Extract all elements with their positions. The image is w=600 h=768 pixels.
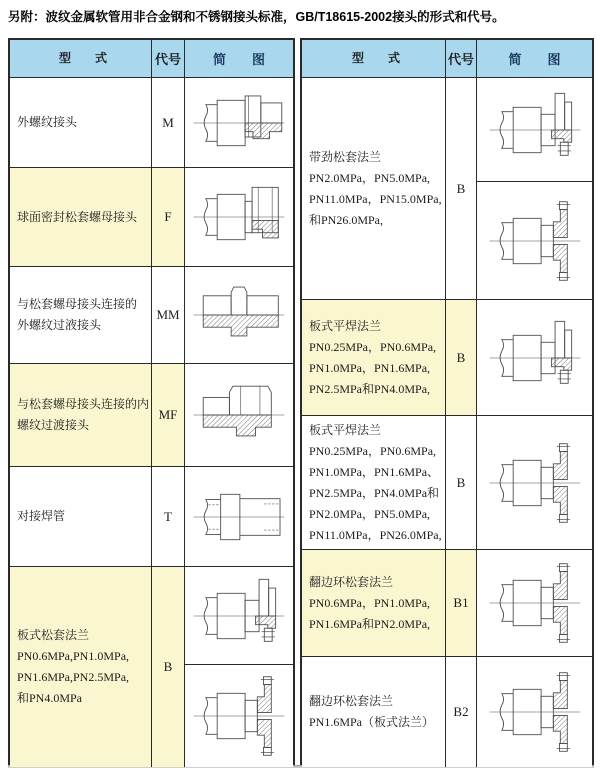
table-row [302, 78, 592, 300]
code-cell: B [152, 567, 185, 767]
fitting-table-right [300, 38, 594, 765]
diagram-cell [185, 78, 293, 168]
tables-container [0, 38, 600, 765]
type-text: 和PN4.0MPa [17, 691, 83, 705]
type-text: 带劲松套法兰 [309, 149, 382, 164]
type-text: 板式平焊法兰 [309, 422, 382, 437]
diagram-cell [477, 78, 592, 300]
table-row [10, 467, 293, 567]
type-text: PN11.0MPa，PN26.0MPa, [309, 527, 442, 542]
type-text: PN1.6MPa和PN2.0MPa, [309, 616, 431, 631]
type-text: 与松套螺母接头连接的 [17, 297, 138, 311]
type-text: 翻边环松套法兰 [309, 694, 394, 708]
diagram-cell [477, 300, 592, 416]
type-text: 对接焊管 [17, 509, 66, 523]
type-text: 外螺纹接头 [17, 115, 78, 129]
type-text: 板式平焊法兰 [309, 318, 382, 333]
type-text: 和PN26.0MPa, [309, 212, 384, 227]
column-header-type: 型 式 [302, 40, 446, 78]
plate-loose-flange-diagram [477, 300, 592, 415]
type-cell [10, 467, 152, 567]
column-header-code: 代号 [446, 40, 477, 78]
code-cell: MM [152, 267, 185, 364]
code-cell: B1 [446, 550, 477, 657]
type-text: PN0.25MPa，PN0.6MPa, [309, 339, 437, 354]
loose-flange-section-diagram [477, 182, 592, 300]
diagram-cell [185, 567, 293, 767]
type-cell [302, 78, 446, 300]
butt-weld-pipe-diagram [185, 467, 293, 566]
table-row [10, 364, 293, 467]
female-adapter-nipple-diagram [185, 364, 293, 466]
code-cell: F [152, 168, 185, 267]
type-text: PN2.0MPa，PN5.0MPa, [309, 506, 431, 521]
type-text: PN1.0MPa，PN1.6MPa, [309, 360, 431, 375]
table-row [302, 416, 592, 550]
type-text: 与松套螺母接头连接的内 [17, 397, 150, 411]
table-row [302, 550, 592, 657]
page-caption: 另附：波纹金属软管用非合金钢和不锈钢接头标准，GB/T18615-2002接头的形式和代号。 [8, 10, 505, 24]
code-cell: B [446, 78, 477, 300]
code-cell: B2 [446, 657, 477, 767]
fitting-table-left [8, 38, 295, 765]
code-cell: M [152, 78, 185, 168]
diagram-cell [477, 550, 592, 657]
type-cell [302, 657, 446, 767]
type-cell [302, 550, 446, 657]
loose-flange-section-diagram [477, 657, 592, 767]
male-thread-fitting-diagram [185, 78, 293, 167]
diagram-cell [477, 657, 592, 767]
column-header-code: 代号 [152, 40, 185, 78]
type-text: PN0.25MPa，PN0.6MPa, [309, 443, 437, 458]
code-cell: B [446, 300, 477, 416]
column-header-type: 型 式 [10, 40, 152, 78]
type-text: 球面密封松套螺母接头 [17, 209, 138, 224]
type-cell [10, 267, 152, 364]
type-text: PN1.0MPa，PN1.6MPa、 [309, 464, 440, 479]
code-cell: T [152, 467, 185, 567]
plate-loose-flange-diagram [185, 567, 293, 665]
type-text: 翻边环松套法兰 [309, 574, 394, 589]
spherical-union-nut-fitting-diagram [185, 168, 293, 266]
diagram-cell [185, 364, 293, 467]
code-cell: MF [152, 364, 185, 467]
type-text: 外螺纹过液接头 [17, 318, 102, 332]
diagram-cell [185, 467, 293, 567]
plate-loose-flange-diagram [477, 78, 592, 182]
type-text: 板式松套法兰 [17, 628, 90, 642]
male-adapter-nipple-diagram [185, 267, 293, 363]
type-text: PN1.6MPa,PN2.5MPa, [17, 670, 130, 684]
type-cell [302, 416, 446, 550]
type-cell [10, 168, 152, 267]
type-text: PN11.0MPa，PN15.0MPa, [309, 191, 442, 206]
table-row [10, 168, 293, 267]
type-cell [10, 78, 152, 168]
type-cell [10, 364, 152, 467]
type-text: PN1.6MPa（板式法兰） [309, 715, 435, 729]
type-text: PN0.6MPa，PN1.0MPa, [309, 595, 431, 610]
type-text: PN2.0MPa，PN5.0MPa, [309, 170, 431, 185]
table-row [302, 657, 592, 767]
type-cell [302, 300, 446, 416]
type-cell [10, 567, 152, 767]
loose-flange-section-diagram [477, 416, 592, 549]
type-text: PN2.5MPa，PN4.0MPa和 [309, 485, 440, 500]
column-header-diagram: 简 图 [477, 40, 592, 78]
column-header-diagram: 简 图 [185, 40, 293, 78]
table-row [10, 267, 293, 364]
code-cell: B [446, 416, 477, 550]
type-text: PN0.6MPa,PN1.0MPa, [17, 649, 130, 663]
table-row [302, 300, 592, 416]
type-text: 螺纹过渡接头 [17, 418, 90, 432]
diagram-cell [185, 267, 293, 364]
diagram-cell [477, 416, 592, 550]
table-row [10, 78, 293, 168]
loose-flange-section-diagram [477, 550, 592, 656]
table-row [10, 567, 293, 767]
loose-flange-section-diagram [185, 665, 293, 767]
type-text: PN2.5MPa和PN4.0MPa, [309, 381, 431, 396]
diagram-cell [185, 168, 293, 267]
